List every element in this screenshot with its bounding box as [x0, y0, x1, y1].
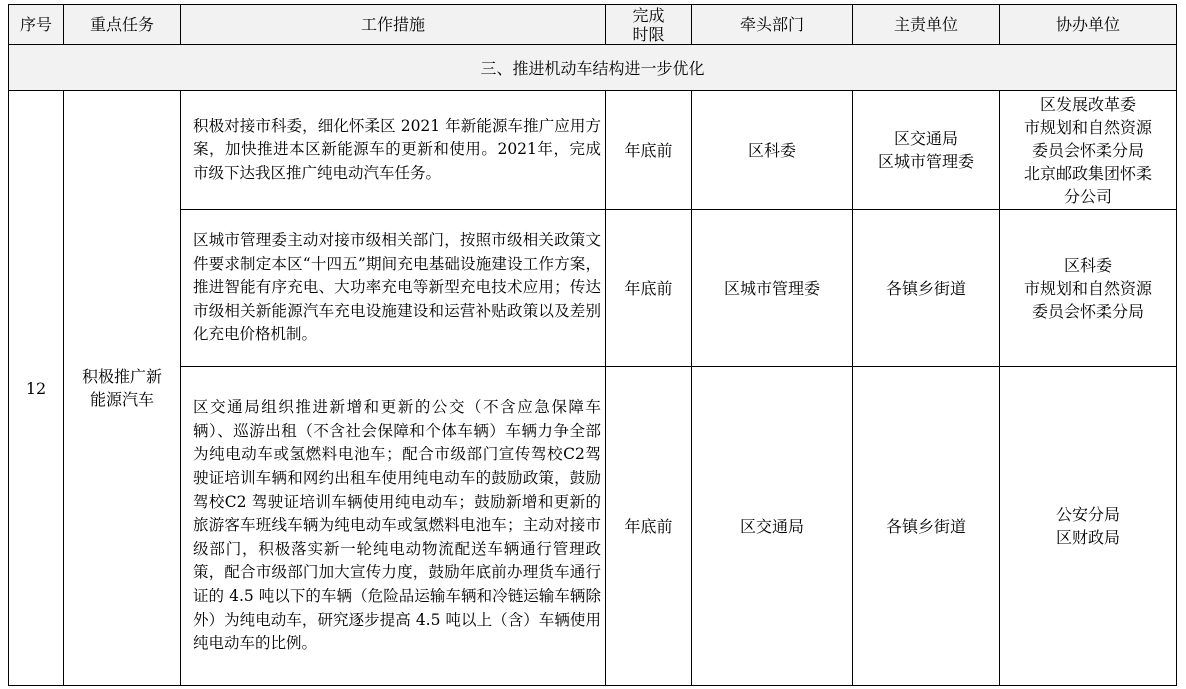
section-row [9, 45, 1177, 91]
main-cell [853, 367, 1000, 686]
main-cell [853, 210, 1000, 367]
assist-unit: 委员会怀柔分局 [1031, 301, 1144, 321]
seq-cell: 12 [9, 91, 64, 686]
lead-cell: 区城市管理委 [692, 210, 853, 367]
table-row [9, 210, 1177, 367]
assist-unit: 委员会怀柔分局 [1031, 140, 1144, 160]
header-deadline [606, 5, 692, 45]
assist-unit: 北京邮政集团怀柔 [1023, 163, 1152, 183]
header-assist: 协办单位 [1000, 5, 1177, 45]
deadline-cell: 年底前 [606, 210, 692, 367]
lead-cell: 区交通局 [692, 367, 853, 686]
main-unit: 各镇乡街道 [885, 516, 966, 536]
task-line: 能源汽车 [89, 390, 154, 409]
main-unit: 区城市管理委 [877, 152, 974, 171]
header-main: 主责单位 [853, 5, 1000, 45]
header-task: 重点任务 [64, 5, 181, 45]
table-row [9, 367, 1177, 686]
assist-unit: 区科委 [1063, 255, 1112, 275]
header-lead: 牵头部门 [692, 5, 853, 45]
task-line: 积极推广新 [81, 367, 162, 386]
main-unit: 各镇乡街道 [885, 278, 966, 298]
assist-unit: 分公司 [1063, 186, 1112, 206]
assist-cell [1000, 210, 1177, 367]
header-seq: 序号 [9, 5, 64, 45]
table-row [9, 91, 1177, 210]
task-cell [64, 91, 181, 686]
task-table [8, 4, 1177, 686]
header-deadline-line1: 完成 [632, 5, 665, 25]
measures-cell: 积极对接市科委，细化怀柔区 2021 年新能源车推广应用方案，加快推进本区新能源车的更新和使用。2021年，完成市级下达我区推广纯电动汽车任务。 [181, 91, 606, 210]
header-deadline-line2: 时限 [632, 24, 665, 44]
main-cell [853, 91, 1000, 210]
assist-unit: 市规划和自然资源 [1023, 278, 1152, 298]
main-unit: 区交通局 [893, 129, 958, 148]
header-measures: 工作措施 [181, 5, 606, 45]
lead-cell: 区科委 [692, 91, 853, 210]
assist-unit: 公安分局 [1055, 505, 1120, 524]
measures-cell: 区城市管理委主动对接市级相关部门，按照市级相关政策文件要求制定本区“十四五”期间充电基础设施建设工作方案，推进智能有序充电、大功率充电等新型充电技术应用；传达市级相关新能源汽车充电设施建设和运营补贴政策以及差别化充电价格机制。 [181, 210, 606, 367]
deadline-cell: 年底前 [606, 91, 692, 210]
assist-unit: 区财政局 [1055, 528, 1120, 547]
assist-unit: 市规划和自然资源 [1023, 117, 1152, 137]
measures-cell: 区交通局组织推进新增和更新的公交（不含应急保障车辆）、巡游出租（不含社会保障和个体车辆）车辆力争全部为纯电动车或氢燃料电池车；配合市级部门宣传驾校C2驾驶证培训车辆和网约出租车使用纯电动车的鼓励政策，鼓励驾校C2 驾驶证培训车辆使用纯电动车；鼓励新增和更新的旅游客车班线车辆为纯电动车或氢燃料电池车；主动对接市级部门，积极落实新一轮纯电动物流配送车辆通行管理政策，配合市级部门加大宣传力度，鼓励年底前办理货车通行证的 4.5 吨以下的车辆（危险品运输车辆和冷链运输车辆除外）为纯电动车，研究逐步提高 4.5 吨以上（含）车辆使用纯电动车的比例。 [181, 367, 606, 686]
assist-unit: 区发展改革委 [1039, 94, 1136, 114]
header-row [9, 5, 1177, 45]
assist-cell [1000, 91, 1177, 210]
deadline-cell: 年底前 [606, 367, 692, 686]
assist-cell [1000, 367, 1177, 686]
section-title: 三、推进机动车结构进一步优化 [9, 45, 1177, 91]
